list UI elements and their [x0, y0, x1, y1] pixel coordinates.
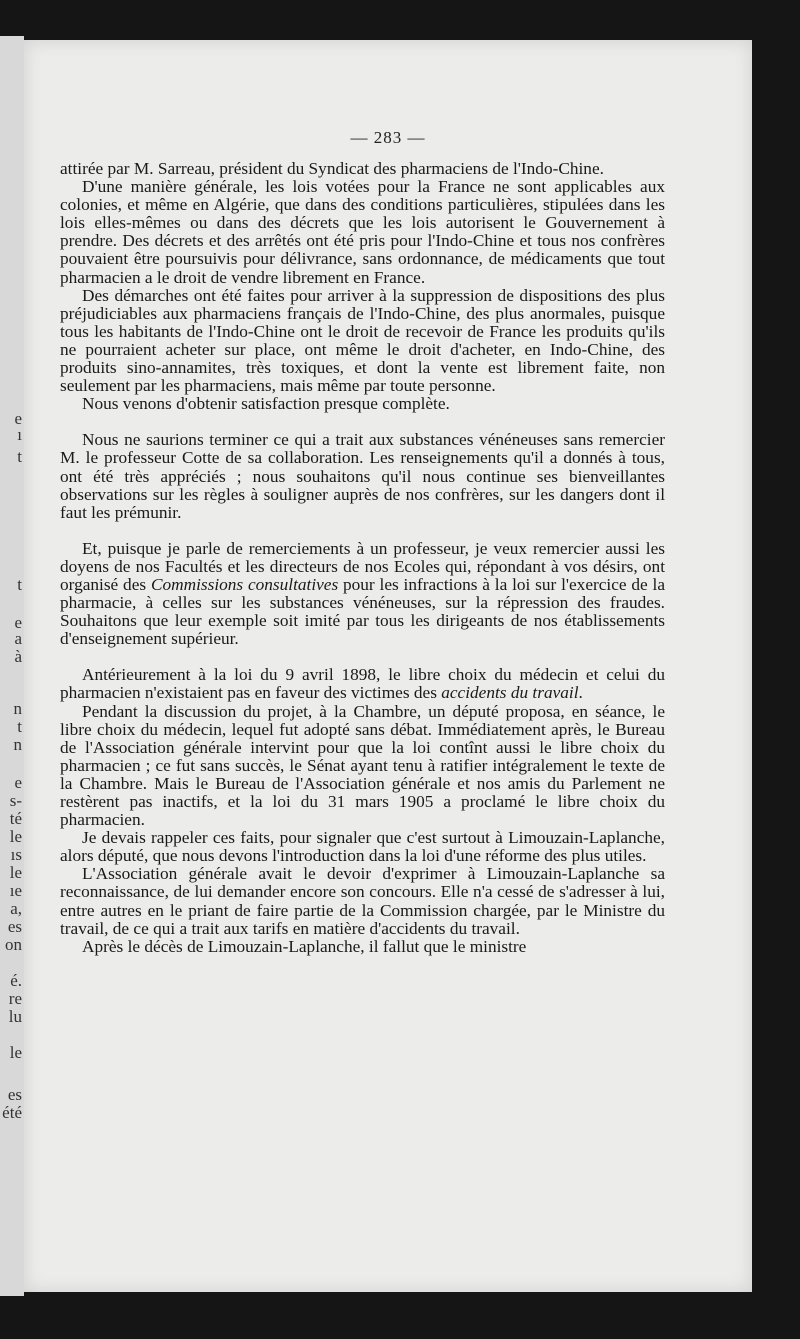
margin-fragment: le: [9, 827, 22, 846]
page-number: — 283 —: [350, 128, 426, 147]
margin-fragment: a: [14, 629, 22, 648]
paragraph: Des démarches ont été faites pour arriver à la suppression de dispositions des plus préjudiciables aux pharmaciens français de l'Indo-Chine, des plus anormales, puisque tous les habitants de l'Indo-Chine ont le droit de recevoir de France les produits qu'ils ne pourraient acheter sur place, ont même le droit d'acheter, en Indo-Chine, des produits sino-annamites, très toxiques, et dont la vente est librement faite, non seulement par les pharmaciens, mais même par toute personne.: [60, 285, 665, 396]
margin-fragment: e: [14, 613, 22, 632]
paragraph: [60, 666, 665, 702]
body-text: [60, 160, 665, 956]
margin-fragment: e: [14, 409, 22, 428]
paragraph-text: pour les infractions à la loi sur l'exercice de la pharmacie, à celles sur les substances vénéneuses, sur la répression des fraudes. Souhaitons que leur exemple soit imité par tous les dirigeants de nos établissements d'enseignement supérieur.: [60, 574, 665, 649]
margin-fragment: t: [17, 717, 22, 736]
paragraph: L'Association générale avait le devoir d'exprimer à Limouzain-Laplanche sa reconnaissance, de lui demander encore son concours. Elle n'a cessé de s'adresser à lui, entre autres en le priant de faire partie de la Commission chargée, par le Ministre du travail, de ce qui a trait aux tarifs en matière d'accidents du travail.: [60, 864, 665, 938]
italic-term: accidents du travail: [441, 683, 579, 703]
margin-fragment: on: [5, 935, 22, 954]
paragraph-text: .: [578, 683, 583, 703]
margin-fragment: té: [9, 809, 22, 828]
margin-fragment: a,: [10, 899, 22, 918]
paragraph-text: Antérieurement à la loi du 9 avril 1898, le libre choix du médecin et celui du pharmacien n'existaient pas en faveur des victimes des: [60, 665, 665, 703]
margin-fragment: é.: [10, 971, 22, 990]
margin-fragment: à: [14, 647, 22, 666]
margin-fragment: lu: [8, 1007, 22, 1026]
margin-fragment: es: [7, 917, 22, 936]
paragraph: D'une manière générale, les lois votées pour la France ne sont applicables aux colonies, et même en Algérie, que dans des conditions particulières, stipulées dans les lois elles-mêmes ou dans des décrets que les lois autorisent le Gouvernement à prendre. Des décrets et des arrêtés ont été pris pour l'Indo-Chine et tous nos confrères pouvaient être poursuivis pour délivrance, sans ordonnance, de médicaments que tout pharmacien a le droit de vendre librement en France.: [60, 177, 665, 287]
margin-fragment: s-: [9, 791, 22, 810]
margin-fragment: ıe: [9, 881, 22, 900]
margin-fragment: t: [17, 447, 22, 466]
paragraph-text: Et, puisque je parle de remerciements à un professeur, je veux remercier aussi les doyens de nos Facultés et les directeurs de nos Ecoles qui, répondant à vos désirs, ont organisé des: [60, 538, 665, 594]
margin-fragment: re: [8, 989, 22, 1008]
book-page: [24, 40, 752, 1292]
paragraph: Je devais rappeler ces faits, pour signaler que c'est surtout à Limouzain-Laplanche, alors député, que nous devons l'introduction dans la loi d'une réforme des plus utiles.: [60, 828, 665, 866]
margin-fragment: ı: [17, 425, 22, 444]
margin-fragment: été: [2, 1103, 22, 1122]
paragraph: Nous ne saurions terminer ce qui a trait aux substances vénéneuses sans remercier M. le professeur Cotte de sa collaboration. Les renseignements qu'il a donnés à tous, ont été très appréciés ; nous souhaitons qu'il nous continue ses bienveillantes observations sur les règles à souligner auprès de nos confrères, sur les dangers dont il faut les prémunir.: [60, 430, 665, 522]
margin-fragment: le: [9, 1043, 22, 1062]
margin-fragment: n: [13, 699, 22, 718]
margin-fragment: ıs: [10, 845, 22, 864]
paragraph: Après le décès de Limouzain-Laplanche, il fallut que le ministre: [82, 936, 527, 956]
margin-fragment: es: [7, 1085, 22, 1104]
paragraph: attirée par M. Sarreau, président du Syndicat des pharmaciens de l'Indo-Chine.: [60, 159, 604, 178]
paragraph: Pendant la discussion du projet, à la Chambre, un député proposa, en séance, le libre choix du médecin, lequel fut adopté sans débat. Immédiatement après, le Bureau de l'Association générale intervint pour que la loi contînt aussi le libre choix du pharmacien ; ce fut sans succès, le Sénat ayant tenu à ratifier intégralement le texte de la Chambre. Mais le Bureau de l'Association générale et nos amis du Parlement ne restèrent pas inactifs, et la loi du 31 mars 1905 a proclamé le libre choix du pharmacien.: [60, 701, 665, 830]
margin-fragment: e: [14, 773, 22, 792]
italic-term: Commissions consultatives: [150, 574, 339, 594]
paragraph: Nous venons d'obtenir satisfaction presque complète.: [82, 394, 450, 414]
margin-fragment: n: [13, 735, 22, 754]
margin-fragment: le: [9, 863, 22, 882]
adjacent-page-edge: [0, 36, 24, 1296]
margin-fragment: t: [17, 575, 22, 594]
paragraph: [60, 540, 665, 649]
